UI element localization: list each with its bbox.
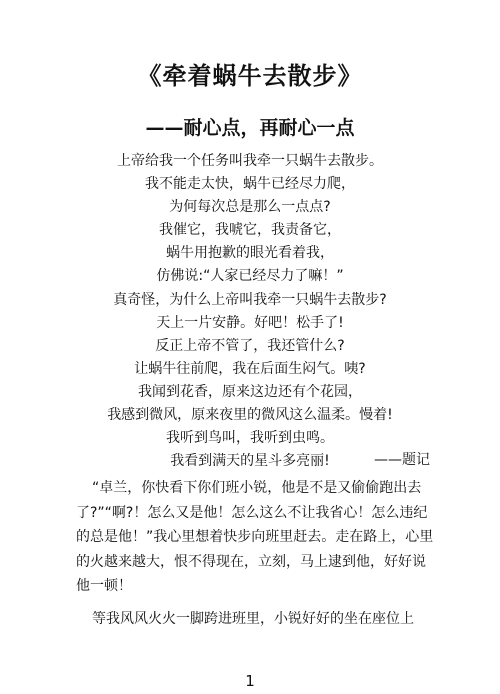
poem-line: 让蜗牛往前爬，我在后面生闷气。咦? xyxy=(134,360,366,377)
poem-line: 我催它，我唬它，我责备它， xyxy=(159,222,341,239)
prose-line: 的火越来越大，恨不得现在，立刻，马上逮到他，好好说 xyxy=(76,553,426,570)
poem-line: 蜗牛用抱歉的眼光看着我， xyxy=(166,245,334,262)
prose-line: “卓兰，你快看下你们班小锐，他是不是又偷偷跑出去 xyxy=(92,480,422,496)
prose-line: 他一顿！ xyxy=(76,578,132,595)
poem-line: 仿佛说:“人家已经尽力了嘛！” xyxy=(156,268,344,285)
poem-line: 反正上帝不管了，我还管什么? xyxy=(155,337,345,354)
paragraph-gap xyxy=(76,599,424,607)
poem-line: 我感到微风，原来夜里的微风这么温柔。慢着! xyxy=(107,407,393,424)
poem-line: 我不能走太快，蜗牛已经尽力爬， xyxy=(145,176,355,193)
poem-line: 我听到鸟叫，我听到虫鸣。 xyxy=(166,430,334,447)
document-title: 《牵着蜗牛去散步》 xyxy=(137,62,363,90)
prose-line: 了?”“啊?！怎么又是他！怎么这么不让我省心！怎么违纪 xyxy=(76,504,428,521)
poem-line: 真奇怪，为什么上帝叫我牵一只蜗牛去散步? xyxy=(113,291,387,308)
prose-line: 等我风风火火一脚跨进班里，小锐好好的坐在座位上 xyxy=(92,610,414,627)
prose-block xyxy=(76,476,434,632)
poem-line: 为何每次总是那么一点点? xyxy=(169,199,331,216)
poem-block xyxy=(0,150,500,473)
poem-line: 我闻到花香，原来这边还有个花园， xyxy=(138,383,362,400)
page-number: 1 xyxy=(245,672,255,690)
document-subtitle: ——耐心点，再耐心一点 xyxy=(145,117,355,139)
epigraph-signature: ——题记 xyxy=(374,452,430,468)
prose-line: 的总是他！”我心里想着快步向班里赶去。走在路上，心里 xyxy=(76,529,434,546)
poem-line: 上帝给我一个任务叫我牵一只蜗牛去散步。 xyxy=(117,153,383,169)
poem-line: 我看到满天的星斗多亮丽! xyxy=(170,453,330,470)
poem-line: 天上一片安静。好吧！松手了! xyxy=(156,314,344,331)
